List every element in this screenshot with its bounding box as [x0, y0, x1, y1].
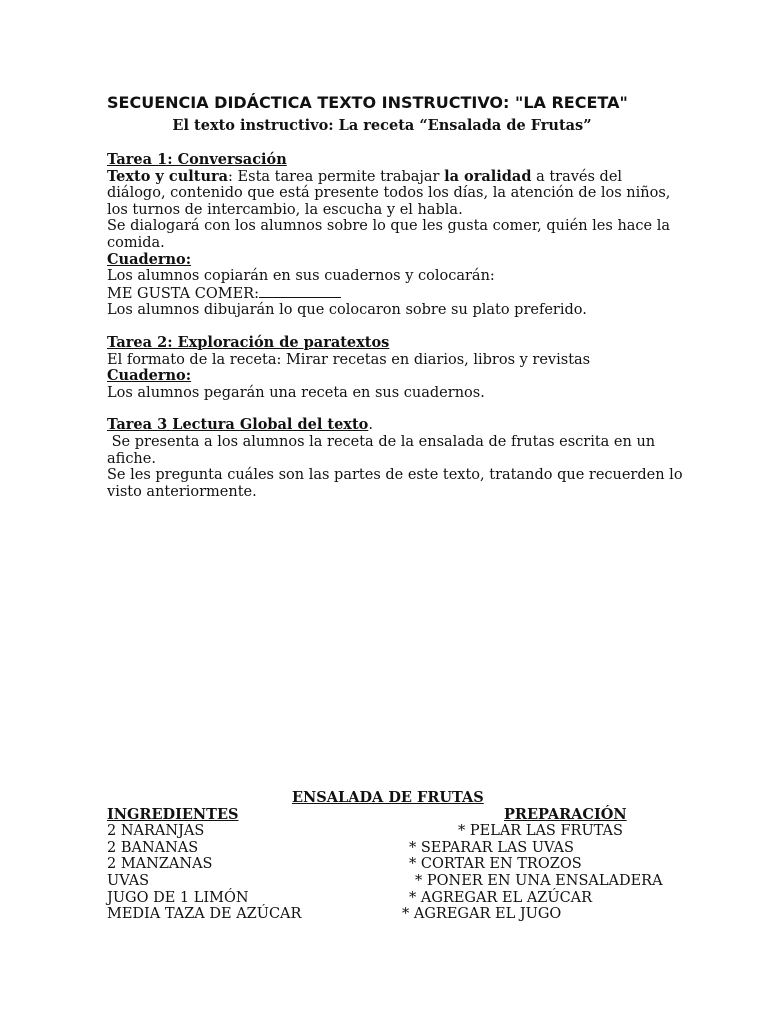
recipe-row: [107, 873, 667, 890]
tarea-2-line: El formato de la receta: Mirar recetas en diarios, libros y revistas: [107, 351, 591, 368]
recipe-row: [107, 906, 667, 923]
tarea-1-cuaderno-line: Los alumnos copiarán en sus cuadernos y colocarán:: [107, 268, 495, 285]
ingredient-item: 2 BANANAS: [107, 839, 199, 856]
recipe-row: [107, 840, 667, 857]
tarea-1-cuaderno-line: Los alumnos dibujarán lo que colocaron sobre su plato preferido.: [107, 302, 587, 319]
tarea-3-line: visto anteriormente.: [107, 483, 257, 500]
tarea-1-cuaderno-line: [107, 285, 667, 303]
ingredient-item: 2 MANZANAS: [107, 856, 213, 873]
tarea-1-paragraph-line: comida.: [107, 234, 165, 251]
tarea-1-paragraph-line: [107, 169, 667, 186]
preparation-step: * SEPARAR LAS UVAS: [409, 839, 574, 856]
tarea-1-text: a través del: [531, 168, 623, 185]
document-subtitle: El texto instructivo: La receta “Ensalada de Frutas”: [172, 117, 592, 134]
preparation-step: * PONER EN UNA ENSALADERA: [415, 872, 663, 889]
preparation-step: * PELAR LAS FRUTAS: [458, 823, 623, 840]
tarea-3-heading-period: .: [368, 417, 373, 434]
ingredient-item: MEDIA TAZA DE AZÚCAR: [107, 906, 302, 923]
tarea-1-paragraph-line: los turnos de intercambio, la escucha y el habla.: [107, 201, 463, 218]
tarea-2-cuaderno-heading: Cuaderno:: [107, 367, 192, 385]
preparation-step: * AGREGAR EL JUGO: [402, 906, 562, 923]
recipe-block: [107, 790, 667, 923]
tarea-2-line: Los alumnos pegarán una receta en sus cuadernos.: [107, 384, 485, 401]
section-tarea-2: [107, 335, 667, 401]
recipe-column-headings: [107, 807, 667, 824]
preparation-step: * AGREGAR EL AZÚCAR: [409, 889, 593, 906]
ingredient-item: UVAS: [107, 872, 150, 889]
tarea-1-heading: Tarea 1: Conversación: [107, 151, 287, 168]
fill-in-blank-line: [259, 285, 341, 298]
tarea-1-bold-oralidad: la oralidad: [444, 167, 532, 185]
tarea-3-line: Se les pregunta cuáles son las partes de este texto, tratando que recuerden lo: [107, 467, 683, 484]
tarea-1-text: : Esta tarea permite trabajar: [228, 168, 445, 185]
tarea-1-paragraph-line: Se dialogará con los alumnos sobre lo que les gusta comer, quién les hace la: [107, 218, 671, 235]
ingredient-item: JUGO DE 1 LIMÓN: [107, 889, 249, 906]
tarea-3-heading: Tarea 3 Lectura Global del texto: [107, 416, 369, 434]
ingredient-item: 2 NARANJAS: [107, 823, 205, 840]
document-body: [107, 90, 683, 500]
recipe-row: [107, 823, 667, 840]
section-tarea-3: [107, 416, 683, 500]
recipe-row: [107, 856, 667, 873]
tarea-2-heading: Tarea 2: Exploración de paratextos: [107, 333, 390, 351]
recipe-row: [107, 890, 667, 907]
me-gusta-comer-label: ME GUSTA COMER:: [107, 285, 259, 302]
recipe-title: ENSALADA DE FRUTAS: [292, 789, 484, 806]
preparation-step: * CORTAR EN TROZOS: [409, 856, 582, 873]
tarea-3-line: afiche.: [107, 450, 156, 467]
tarea-1-paragraph-line: diálogo, contenido que está presente todos los días, la atención de los niños,: [107, 185, 671, 202]
ingredients-heading: INGREDIENTES: [107, 805, 239, 823]
section-tarea-1: [107, 151, 671, 319]
tarea-3-line: Se presenta a los alumnos la receta de la ensalada de frutas escrita en un: [107, 433, 656, 450]
tarea-1-bold-texto-cultura: Texto y cultura: [107, 167, 229, 185]
tarea-1-cuaderno-heading: Cuaderno:: [107, 250, 192, 268]
preparation-heading: PREPARACIÓN: [504, 805, 627, 823]
document-title: SECUENCIA DIDÁCTICA TEXTO INSTRUCTIVO: "LA RECETA": [107, 93, 628, 112]
tarea-3-heading-line: [107, 417, 667, 434]
